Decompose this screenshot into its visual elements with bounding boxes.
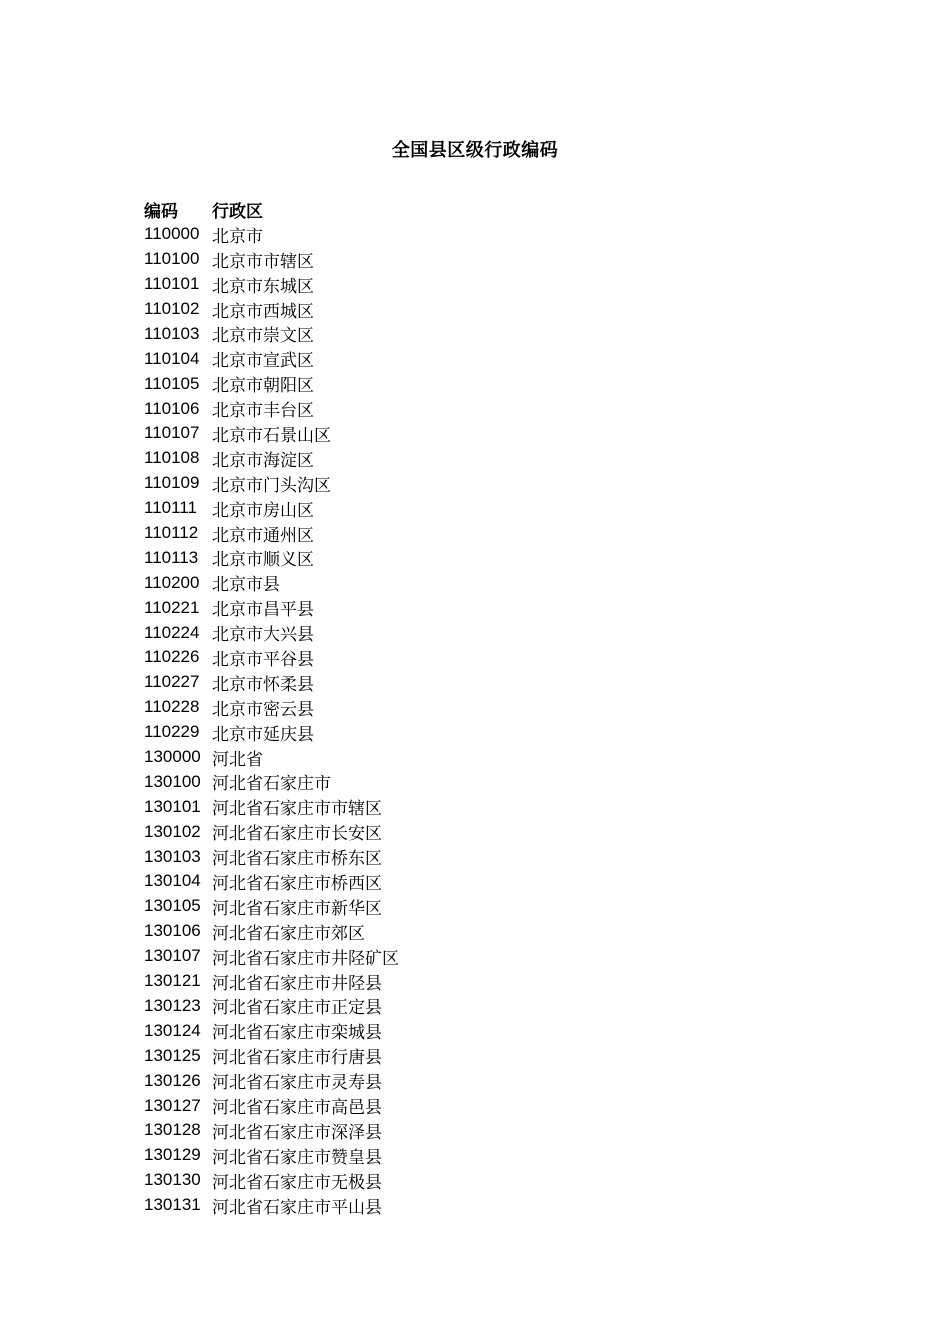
row-name: 北京市顺义区 (212, 550, 314, 571)
row-name: 河北省石家庄市深泽县 (212, 1122, 382, 1143)
row-name: 河北省石家庄市行唐县 (212, 1048, 382, 1069)
row-code: 130130 (144, 1170, 201, 1190)
table-row (144, 769, 399, 794)
row-code: 110112 (144, 523, 199, 543)
table-row (144, 670, 399, 695)
row-name: 北京市石景山区 (212, 425, 331, 446)
row-name: 北京市崇文区 (212, 326, 314, 347)
table-row (144, 396, 399, 421)
row-name: 河北省石家庄市高邑县 (212, 1098, 382, 1119)
row-code: 130000 (144, 747, 201, 767)
table-row (144, 919, 399, 944)
row-code: 110200 (144, 572, 200, 592)
row-name: 北京市平谷县 (212, 649, 314, 670)
row-code: 130103 (144, 846, 201, 866)
table-row (144, 1143, 399, 1168)
row-name: 北京市县 (212, 575, 280, 596)
table-row (144, 545, 399, 570)
row-name: 北京市延庆县 (212, 724, 314, 745)
column-header-code: 编码 (144, 201, 178, 222)
table-row (144, 994, 399, 1019)
row-name: 北京市 (212, 226, 263, 247)
table-row (144, 321, 399, 346)
table-row (144, 247, 399, 272)
row-code: 130123 (144, 995, 201, 1015)
row-name: 北京市朝阳区 (212, 376, 314, 397)
row-code: 130121 (144, 971, 201, 991)
column-header-name: 行政区 (212, 201, 263, 222)
row-name: 北京市西城区 (212, 301, 314, 322)
row-code: 130126 (144, 1070, 201, 1090)
row-code: 110100 (144, 249, 200, 269)
table-row (144, 894, 399, 919)
row-code: 130129 (144, 1145, 201, 1165)
row-code: 110227 (144, 672, 200, 692)
row-code: 130100 (144, 771, 201, 791)
row-code: 110106 (144, 398, 200, 418)
row-name: 河北省石家庄市正定县 (212, 998, 382, 1019)
table-row (144, 1118, 399, 1143)
row-name: 河北省石家庄市井陉县 (212, 973, 382, 994)
row-code: 110102 (144, 299, 200, 318)
row-name: 北京市房山区 (212, 500, 314, 521)
row-name: 北京市宣武区 (212, 351, 314, 372)
row-name: 河北省石家庄市平山县 (212, 1197, 382, 1218)
table-row (144, 794, 399, 819)
table-row (144, 869, 399, 894)
row-code: 110107 (144, 423, 200, 443)
table-row (144, 496, 399, 521)
row-code: 130104 (144, 871, 201, 891)
row-name: 北京市门头沟区 (212, 475, 331, 496)
table-row (144, 222, 399, 247)
row-code: 110228 (144, 697, 200, 717)
table-row (144, 471, 399, 496)
table-row (144, 595, 399, 620)
row-name: 北京市通州区 (212, 525, 314, 546)
row-code: 110108 (144, 448, 200, 468)
page-title: 全国县区级行政编码 (391, 140, 559, 161)
table-row (144, 620, 399, 645)
row-name: 北京市海淀区 (212, 450, 314, 471)
table-row (144, 645, 399, 670)
row-code: 130106 (144, 921, 201, 941)
row-name: 北京市大兴县 (212, 625, 314, 646)
table-body (144, 222, 399, 1218)
table-row (144, 844, 399, 869)
row-name: 河北省石家庄市栾城县 (212, 1023, 382, 1044)
row-name: 河北省石家庄市新华区 (212, 898, 382, 919)
row-code: 130128 (144, 1120, 201, 1140)
table-row (144, 695, 399, 720)
row-name: 河北省 (212, 749, 263, 770)
code-table (144, 197, 399, 1218)
row-code: 130127 (144, 1095, 201, 1115)
row-name: 河北省石家庄市桥东区 (212, 849, 382, 870)
table-row (144, 272, 399, 297)
row-name: 北京市昌平县 (212, 600, 314, 621)
table-row (144, 969, 399, 994)
row-code: 130107 (144, 946, 201, 966)
row-name: 河北省石家庄市 (212, 774, 331, 795)
row-code: 110111 (144, 498, 197, 518)
row-name: 北京市密云县 (212, 699, 314, 720)
row-code: 130125 (144, 1045, 201, 1065)
row-name: 河北省石家庄市井陉矿区 (212, 948, 399, 969)
row-code: 110109 (144, 473, 200, 493)
row-code: 130105 (144, 896, 201, 916)
table-row (144, 745, 399, 770)
row-name: 北京市丰台区 (212, 401, 314, 422)
row-code: 110224 (144, 622, 200, 642)
row-name: 河北省石家庄市长安区 (212, 824, 382, 845)
row-code: 130101 (144, 796, 201, 816)
table-row (144, 1193, 399, 1218)
row-name: 河北省石家庄市郊区 (212, 923, 365, 944)
table-row (144, 1018, 399, 1043)
row-code: 110000 (144, 224, 200, 244)
table-row (144, 819, 399, 844)
row-code: 130102 (144, 821, 201, 841)
row-name: 河北省石家庄市市辖区 (212, 799, 382, 820)
row-name: 北京市东城区 (212, 276, 314, 297)
table-row (144, 421, 399, 446)
row-code: 110104 (144, 348, 200, 368)
row-name: 河北省石家庄市赞皇县 (212, 1147, 382, 1168)
table-row (144, 944, 399, 969)
row-name: 北京市市辖区 (212, 251, 314, 272)
row-code: 130124 (144, 1020, 201, 1040)
row-code: 130131 (144, 1195, 201, 1215)
row-code: 110105 (144, 373, 200, 393)
table-row (144, 446, 399, 471)
row-name: 河北省石家庄市灵寿县 (212, 1073, 382, 1094)
table-row (144, 570, 399, 595)
row-code: 110226 (144, 647, 200, 667)
row-name: 河北省石家庄市无极县 (212, 1172, 382, 1193)
row-name: 河北省石家庄市桥西区 (212, 874, 382, 894)
table-row (144, 1093, 399, 1118)
table-header-row (144, 197, 399, 222)
row-code: 110113 (144, 547, 199, 567)
table-row (144, 521, 399, 546)
row-code: 110101 (144, 274, 200, 294)
table-row (144, 720, 399, 745)
table-row (144, 346, 399, 371)
table-row (144, 297, 399, 322)
table-row (144, 1068, 399, 1093)
row-code: 110229 (144, 722, 200, 742)
row-name: 北京市怀柔县 (212, 674, 314, 695)
table-row (144, 1168, 399, 1193)
table-row (144, 1043, 399, 1068)
row-code: 110103 (144, 323, 200, 343)
row-code: 110221 (144, 597, 200, 617)
table-row (144, 371, 399, 396)
